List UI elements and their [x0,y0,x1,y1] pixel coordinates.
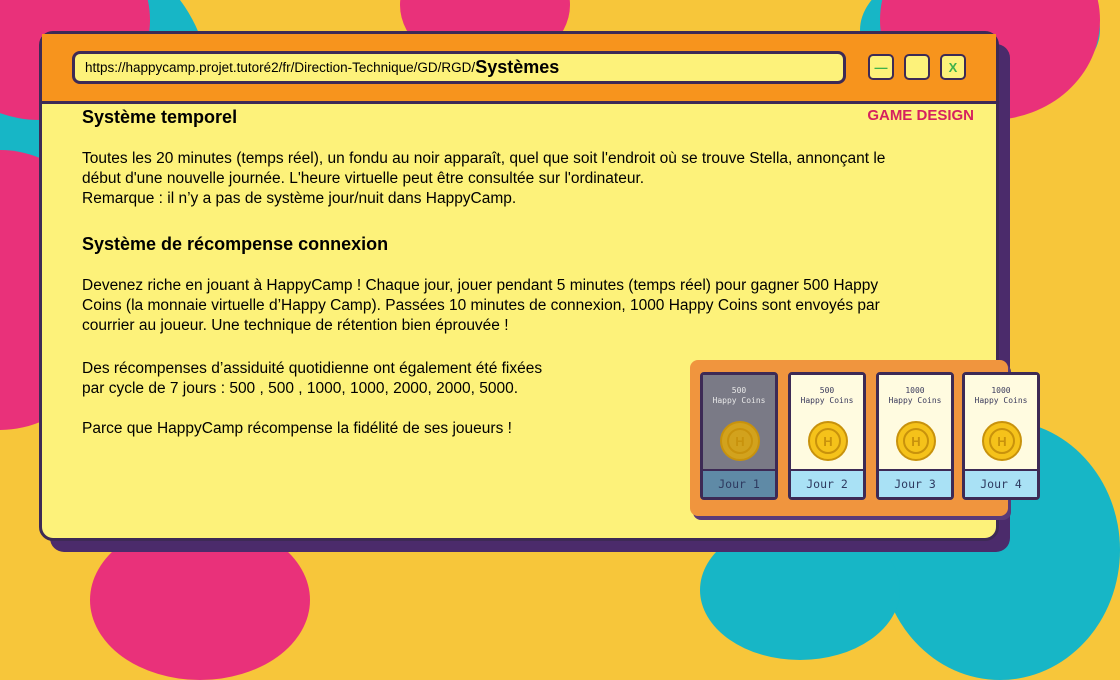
minimize-icon: — [874,59,888,75]
browser-window [39,31,1028,541]
text-line: courrier au joueur. Une technique de rétention bien éprouvée ! [82,317,509,334]
text-line: Remarque : il n’y a pas de système jour/nuit dans HappyCamp. [82,190,517,207]
reward-amount: 1000 Happy Coins [974,386,1028,405]
reward-card-day-2[interactable] [788,372,866,500]
paragraph-temporal [82,149,984,209]
reward-card-day-1[interactable] [700,372,778,500]
reward-card-day-3[interactable] [876,372,954,500]
reward-card-top [703,375,775,472]
reward-day-label: Jour 4 [965,469,1037,497]
minimize-button[interactable] [868,54,894,80]
paragraph-loyalty [82,419,602,439]
category-tag: GAME DESIGN [867,107,974,124]
section-title-temporal: Système temporel [82,107,238,127]
reward-card-top [965,375,1037,472]
reward-card-day-4[interactable] [962,372,1040,500]
text-line: Toutes les 20 minutes (temps réel), un fondu au noir apparaît, quel que soit l'endroit où se trouve Stella, annonçant le [82,150,886,167]
address-bar[interactable] [72,51,846,84]
page-content [82,104,1028,538]
close-button[interactable] [940,54,966,80]
title-bar [42,34,996,104]
close-icon: X [948,59,958,75]
url-page: Systèmes [475,57,560,77]
reward-day-label: Jour 2 [791,469,863,497]
reward-day-label: Jour 1 [703,469,775,497]
reward-day-label: Jour 3 [879,469,951,497]
reward-amount: 500 Happy Coins [712,386,766,405]
url-path: https://happycamp.projet.tutoré2/fr/Direction-Technique/GD/RGD/ [85,60,476,75]
text-line: début d'une nouvelle journée. L'heure virtuelle peut être consultée sur l'ordinateur. [82,170,645,187]
text-line: Parce que HappyCamp récompense la fidélité de ses joueurs ! [82,420,512,437]
reward-amount: 1000 Happy Coins [888,386,942,405]
maximize-button[interactable] [904,54,930,80]
reward-amount: 500 Happy Coins [800,386,854,405]
section-title-login-reward: Système de récompense connexion [82,234,389,254]
daily-reward-panel [690,360,1028,516]
happy-coin-icon: H [720,421,760,461]
text-line: Devenez riche en jouant à HappyCamp ! Chaque jour, jouer pendant 5 minutes (temps réel) pour gagner 500 Happy [82,277,879,294]
text-line: Des récompenses d’assiduité quotidienne ont également été fixées [82,360,543,377]
paragraph-login-reward [82,276,984,336]
happy-coin-icon: H [982,421,1022,461]
text-line: par cycle de 7 jours : 500 , 500 , 1000, 1000, 2000, 2000, 5000. [82,380,519,397]
text-line: Coins (la monnaie virtuelle d’Happy Camp). Passées 10 minutes de connexion, 1000 Happy Coins sont envoyés par [82,297,880,314]
paragraph-daily-rewards [82,359,602,399]
happy-coin-icon: H [808,421,848,461]
happy-coin-icon: H [896,421,936,461]
reward-card-top [791,375,863,472]
reward-card-top [879,375,951,472]
